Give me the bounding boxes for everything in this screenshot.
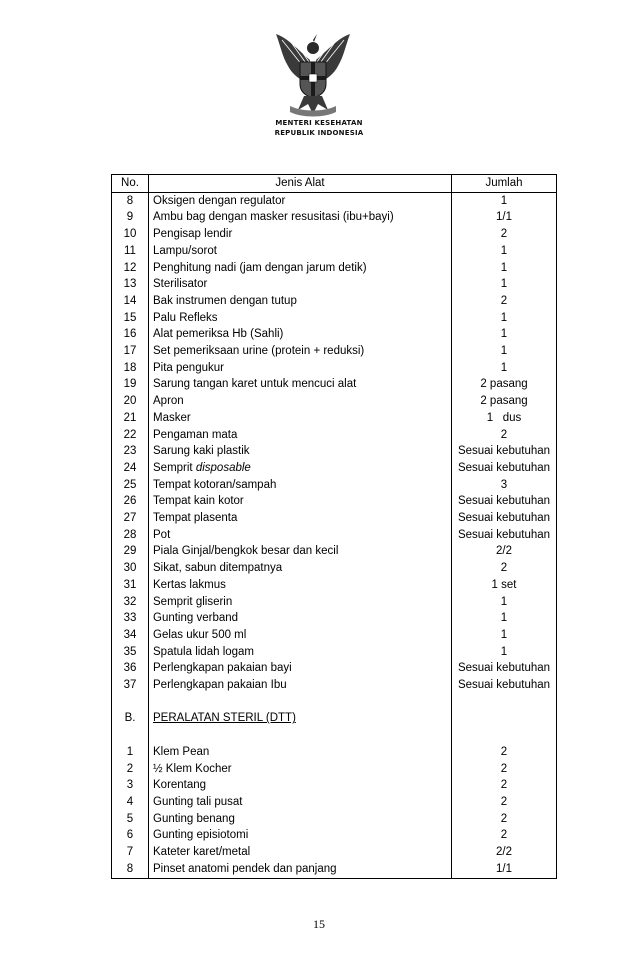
table-row	[112, 209, 557, 226]
equipment-table	[111, 174, 557, 879]
spacer-row	[112, 694, 557, 711]
table-row	[112, 861, 557, 878]
row-no: 16	[112, 326, 149, 343]
header-no: No.	[112, 175, 149, 193]
row-qty: Sesuai kebutuhan	[457, 461, 551, 474]
row-item: Kertas lakmus	[149, 577, 452, 594]
row-qty: 1	[500, 261, 508, 274]
row-item: Sikat, sabun ditempatnya	[149, 560, 452, 577]
row-no: 30	[112, 560, 149, 577]
row-no: 1	[112, 744, 149, 761]
row-qty: 1	[500, 595, 508, 608]
table-row	[112, 761, 557, 778]
row-item: Perlengkapan pakaian Ibu	[149, 677, 452, 694]
row-qty: 1	[500, 194, 508, 207]
table-header-row	[112, 175, 557, 193]
row-item: Gunting tali pusat	[149, 794, 452, 811]
table-row	[112, 360, 557, 377]
row-item: ½ Klem Kocher	[149, 761, 452, 778]
row-no: 2	[112, 761, 149, 778]
row-item: Lampu/sorot	[149, 243, 452, 260]
table-row	[112, 310, 557, 327]
row-item: Ambu bag dengan masker resusitasi (ibu+bayi)	[149, 209, 452, 226]
table-row	[112, 560, 557, 577]
row-qty: 1	[500, 645, 508, 658]
row-item: Sterilisator	[149, 276, 452, 293]
row-qty: 2/2	[496, 545, 512, 558]
section-b-qty	[452, 710, 557, 727]
section-b-row	[112, 710, 557, 727]
row-no: 31	[112, 577, 149, 594]
row-qty: Sesuai kebutuhan	[457, 445, 551, 458]
row-item: Spatula lidah logam	[149, 644, 452, 661]
row-qty: Sesuai kebutuhan	[457, 495, 551, 508]
row-item: Tempat kotoran/sampah	[149, 477, 452, 494]
row-qty: 3	[500, 478, 508, 491]
table-row	[112, 226, 557, 243]
table-row	[112, 577, 557, 594]
institution-line-2: REPUBLIK INDONESIA	[274, 129, 364, 137]
table-row	[112, 777, 557, 794]
spacer-row	[112, 727, 557, 744]
row-no: 28	[112, 527, 149, 544]
row-item-italic: disposable	[195, 461, 251, 474]
row-qty: 1	[500, 628, 508, 641]
row-no: 36	[112, 660, 149, 677]
row-item: Pot	[149, 527, 452, 544]
spacer-cell	[149, 727, 452, 744]
row-qty: 2	[500, 294, 508, 307]
row-qty: 2	[500, 228, 508, 241]
row-item: Kateter karet/metal	[149, 844, 452, 861]
row-no: 21	[112, 410, 149, 427]
table-row	[112, 326, 557, 343]
row-no: 11	[112, 243, 149, 260]
row-item: Penghitung nadi (jam dengan jarum detik)	[149, 260, 452, 277]
row-qty: 2	[500, 562, 508, 575]
table-row	[112, 293, 557, 310]
row-item: Alat pemeriksa Hb (Sahli)	[149, 326, 452, 343]
row-item: Klem Pean	[149, 744, 452, 761]
row-no: 29	[112, 543, 149, 560]
table-row	[112, 493, 557, 510]
row-no: 10	[112, 226, 149, 243]
row-qty: 2 pasang	[480, 395, 528, 408]
row-qty: 1 dus	[486, 411, 522, 424]
table-row	[112, 844, 557, 861]
table-row	[112, 443, 557, 460]
table-row	[112, 644, 557, 661]
table-row	[112, 510, 557, 527]
row-item: Bak instrumen dengan tutup	[149, 293, 452, 310]
row-item: Tempat kain kotor	[149, 493, 452, 510]
table-row	[112, 677, 557, 694]
spacer-cell	[452, 727, 557, 744]
row-no: 23	[112, 443, 149, 460]
row-item: Korentang	[149, 777, 452, 794]
row-qty: 2	[500, 779, 508, 792]
table-row	[112, 427, 557, 444]
row-qty: 1	[500, 361, 508, 374]
row-no: 12	[112, 260, 149, 277]
table-row	[112, 627, 557, 644]
row-no: 20	[112, 393, 149, 410]
row-item-text: Semprit	[153, 461, 196, 474]
table-row	[112, 343, 557, 360]
row-item: Palu Refleks	[149, 310, 452, 327]
page-number: 15	[313, 917, 325, 931]
row-no: 18	[112, 360, 149, 377]
row-item: Gunting benang	[149, 811, 452, 828]
row-item: Pengisap lendir	[149, 226, 452, 243]
table-row	[112, 460, 557, 477]
row-no: 25	[112, 477, 149, 494]
row-no: 33	[112, 610, 149, 627]
row-item: Masker	[149, 410, 452, 427]
row-no: 17	[112, 343, 149, 360]
row-item: Piala Ginjal/bengkok besar dan kecil	[149, 543, 452, 560]
table-row	[112, 376, 557, 393]
row-no: 5	[112, 811, 149, 828]
row-item: Oksigen dengan regulator	[149, 192, 452, 209]
table-row	[112, 827, 557, 844]
table-row	[112, 276, 557, 293]
header-item: Jenis Alat	[149, 175, 452, 193]
row-qty: 2 pasang	[480, 378, 528, 391]
row-no: 4	[112, 794, 149, 811]
row-item: Set pemeriksaan urine (protein + reduksi)	[149, 343, 452, 360]
table-row	[112, 610, 557, 627]
table-row	[112, 527, 557, 544]
row-qty: Sesuai kebutuhan	[457, 679, 551, 692]
table-row	[112, 477, 557, 494]
row-qty: Sesuai kebutuhan	[457, 662, 551, 675]
row-item: Tempat plasenta	[149, 510, 452, 527]
section-b-cell	[149, 710, 452, 727]
table-row	[112, 410, 557, 427]
row-item: Gunting verband	[149, 610, 452, 627]
row-qty: Sesuai kebutuhan	[457, 528, 551, 541]
table-row	[112, 744, 557, 761]
table-row	[112, 794, 557, 811]
row-no: 8	[112, 861, 149, 878]
table-row	[112, 811, 557, 828]
garuda-emblem-icon	[262, 30, 364, 118]
row-qty: 1	[500, 328, 508, 341]
row-qty: 1	[500, 311, 508, 324]
row-item: Pengaman mata	[149, 427, 452, 444]
spacer-cell	[112, 727, 149, 744]
row-no: 13	[112, 276, 149, 293]
row-qty: 2	[500, 795, 508, 808]
row-no: 14	[112, 293, 149, 310]
row-no: 34	[112, 627, 149, 644]
institution-line-1: MENTERI KESEHATAN	[275, 119, 363, 127]
row-no: 22	[112, 427, 149, 444]
table-row	[112, 260, 557, 277]
row-no: 7	[112, 844, 149, 861]
row-no: 19	[112, 376, 149, 393]
row-no: 32	[112, 594, 149, 611]
row-qty: 1	[500, 244, 508, 257]
table-row	[112, 660, 557, 677]
row-no: 37	[112, 677, 149, 694]
row-item: Gunting episiotomi	[149, 827, 452, 844]
row-no: 24	[112, 460, 149, 477]
row-qty: Sesuai kebutuhan	[457, 512, 551, 525]
table-row	[112, 393, 557, 410]
spacer-cell	[112, 694, 149, 711]
spacer-cell	[149, 694, 452, 711]
row-qty: 1	[500, 278, 508, 291]
row-no: 9	[112, 209, 149, 226]
row-no: 26	[112, 493, 149, 510]
row-qty: 2	[500, 829, 508, 842]
row-item: Perlengkapan pakaian bayi	[149, 660, 452, 677]
row-qty: 2	[500, 428, 508, 441]
row-qty: 1	[500, 612, 508, 625]
row-no: 8	[112, 192, 149, 209]
row-qty: 2/2	[496, 846, 512, 859]
row-item: Gelas ukur 500 ml	[149, 627, 452, 644]
table-row	[112, 543, 557, 560]
table-row	[112, 243, 557, 260]
row-qty: 2	[500, 812, 508, 825]
row-no: 6	[112, 827, 149, 844]
section-b-title: PERALATAN STERIL (DTT)	[153, 712, 296, 725]
row-qty: 1	[500, 345, 508, 358]
row-qty: 2	[500, 745, 508, 758]
row-no: 15	[112, 310, 149, 327]
row-qty: 1 set	[491, 578, 517, 591]
table-row	[112, 594, 557, 611]
row-item: Pinset anatomi pendek dan panjang	[149, 861, 452, 878]
header-qty: Jumlah	[452, 175, 557, 193]
spacer-cell	[452, 694, 557, 711]
row-no: 27	[112, 510, 149, 527]
row-no: 35	[112, 644, 149, 661]
row-item: Pita pengukur	[149, 360, 452, 377]
section-b-no: B.	[112, 710, 149, 727]
row-item: Semprit gliserin	[149, 594, 452, 611]
row-no: 3	[112, 777, 149, 794]
row-qty: 1/1	[496, 862, 512, 875]
row-qty: 2	[500, 762, 508, 775]
row-item	[149, 460, 452, 477]
row-qty: 1/1	[496, 211, 512, 224]
row-item: Apron	[149, 393, 452, 410]
row-item: Sarung tangan karet untuk mencuci alat	[149, 376, 452, 393]
table-row	[112, 192, 557, 209]
row-item: Sarung kaki plastik	[149, 443, 452, 460]
